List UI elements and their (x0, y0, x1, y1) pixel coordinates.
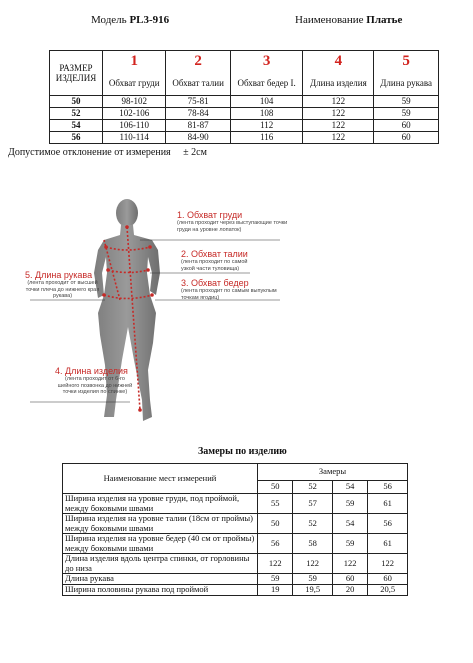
measurements-header-right: Замеры (258, 464, 408, 481)
table-row: 54 106-110 81-87 112 122 60 (50, 120, 439, 132)
column-number: 1 (103, 51, 166, 72)
column-label: Длина изделия (303, 71, 374, 96)
product-name-heading: Наименование Платье (295, 14, 403, 26)
table-row: Длина изделия вдоль центра спинки, от горловины до низа 122 122 122 122 (63, 554, 408, 574)
model-code: PL3-916 (129, 14, 170, 26)
column-number: 2 (166, 51, 230, 72)
table-row: Ширина половины рукава под проймой 19 19,5 20 20,5 (63, 585, 408, 596)
callout-chest: 1. Обхват груди (лента проходит через выступающие точки груди на уровне лопаток) (177, 210, 288, 233)
size-column: 54 (332, 481, 367, 494)
model-heading: Модель PL3-916 (91, 14, 170, 26)
table-row: Ширина изделия на уровне талии (18см от проймы) между боковыми швами 50 52 54 56 (63, 514, 408, 534)
column-label: Длина рукава (374, 71, 439, 96)
measurements-table (62, 463, 408, 596)
callout-waist: 2. Обхват талии (лента проходит по самой узкой части туловища) (181, 249, 248, 272)
callout-sleeve: 5. Длина рукава (лента проходит от высшей точки плеча до нижнего края рукава) (25, 270, 100, 299)
product-name: Платье (366, 14, 403, 26)
callout-hips: 3. Обхват бедер (лента проходит по самым выпуклым точкам ягодиц) (181, 278, 277, 301)
tolerance-value: ± 2см (183, 147, 207, 158)
table-row: 50 98-102 75-81 104 122 59 (50, 96, 439, 108)
table-row: Длина рукава 59 59 60 60 (63, 574, 408, 585)
table-row: Ширина изделия на уровне бедер (40 см от проймы) между боковыми швами 56 58 59 61 (63, 534, 408, 554)
size-column: 56 (368, 481, 408, 494)
size-column: 52 (293, 481, 333, 494)
callout-length: 4. Длина изделия (лента проходит от 6-го шейного позвонка до нижней точки изделия по спинке) (55, 366, 133, 395)
size-table (49, 50, 439, 144)
column-label: Обхват груди (103, 71, 166, 96)
table-row: 56 110-114 84-90 116 122 60 (50, 132, 439, 144)
column-label: Обхват талии (166, 71, 230, 96)
column-number: 4 (303, 51, 374, 72)
measurements-title: Замеры по изделию (198, 446, 287, 457)
table-row: 52 102-106 78-84 108 122 59 (50, 108, 439, 120)
size-table-corner: РАЗМЕР ИЗДЕЛИЯ (50, 51, 103, 96)
column-number: 5 (374, 51, 439, 72)
column-number: 3 (230, 51, 303, 72)
column-label: Обхват бедер I. (230, 71, 303, 96)
size-column: 50 (258, 481, 293, 494)
table-row: Ширина изделия на уровне груди, под проймой, между боковыми швами 55 57 59 61 (63, 494, 408, 514)
tolerance-note: Допустимое отклонение от измерения ± 2см (8, 147, 207, 158)
measurements-header-left: Наименование мест измерений (63, 464, 258, 494)
